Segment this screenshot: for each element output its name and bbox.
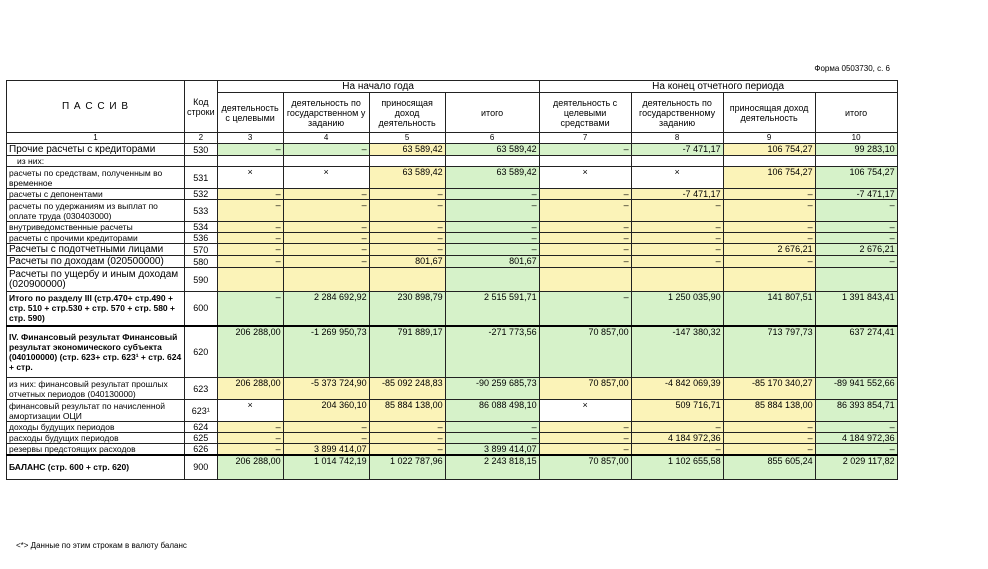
value-cell: 206 288,00 <box>217 326 283 378</box>
value-cell: -85 170 340,27 <box>723 378 815 400</box>
value-cell: 1 014 742,19 <box>283 455 369 479</box>
value-cell: – <box>445 200 539 222</box>
table-row <box>7 256 898 268</box>
value-cell: × <box>539 167 631 189</box>
column-number-8: 8 <box>631 133 723 144</box>
value-cell: 2 515 591,71 <box>445 292 539 326</box>
value-cell: – <box>723 233 815 244</box>
column-header-6: итого <box>445 93 539 133</box>
row-label: Прочие расчеты с кредиторами <box>7 144 185 156</box>
row-label: расчеты с депонентами <box>7 189 185 200</box>
row-label: внутриведомственные расчеты <box>7 222 185 233</box>
value-cell: 230 898,79 <box>369 292 445 326</box>
value-cell: – <box>815 444 897 456</box>
value-cell: -89 941 552,66 <box>815 378 897 400</box>
table-row <box>7 233 898 244</box>
row-code: 623¹ <box>185 400 218 422</box>
value-cell: – <box>217 422 283 433</box>
value-cell: – <box>217 292 283 326</box>
value-cell: – <box>631 244 723 256</box>
value-cell: – <box>369 433 445 444</box>
value-cell: 206 288,00 <box>217 378 283 400</box>
value-cell: -147 380,32 <box>631 326 723 378</box>
column-number-10: 10 <box>815 133 897 144</box>
value-cell: – <box>217 144 283 156</box>
value-cell: × <box>217 400 283 422</box>
value-cell: 2 029 117,82 <box>815 455 897 479</box>
value-cell: 509 716,71 <box>631 400 723 422</box>
value-cell: 637 274,41 <box>815 326 897 378</box>
value-cell: – <box>723 444 815 456</box>
value-cell: 2 284 692,92 <box>283 292 369 326</box>
value-cell: – <box>539 422 631 433</box>
value-cell: – <box>631 233 723 244</box>
table-row <box>7 200 898 222</box>
value-cell <box>723 268 815 292</box>
row-label: IV. Финансовый результат Финансовый результат экономического субъекта (040100000) (стр. 623+ стр. 623¹ + стр. 624 + стр. <box>7 326 185 378</box>
row-label: финансовый результат по начисленной амортизации ОЦИ <box>7 400 185 422</box>
row-label: из них: финансовый результат прошлых отчетных периодов (040130000) <box>7 378 185 400</box>
row-code: 624 <box>185 422 218 433</box>
row-label: доходы будущих периодов <box>7 422 185 433</box>
row-code: 600 <box>185 292 218 326</box>
value-cell <box>539 156 631 167</box>
value-cell <box>631 268 723 292</box>
value-cell: – <box>445 189 539 200</box>
column-number-2: 2 <box>185 133 218 144</box>
value-cell: 70 857,00 <box>539 455 631 479</box>
table-row <box>7 244 898 256</box>
value-cell: 801,67 <box>369 256 445 268</box>
value-cell: – <box>539 189 631 200</box>
value-cell <box>217 156 283 167</box>
value-cell: – <box>217 444 283 456</box>
value-cell: × <box>217 167 283 189</box>
value-cell: – <box>283 222 369 233</box>
value-cell: – <box>283 256 369 268</box>
value-cell: 63 589,42 <box>369 144 445 156</box>
row-code: 570 <box>185 244 218 256</box>
value-cell: – <box>723 222 815 233</box>
column-number-7: 7 <box>539 133 631 144</box>
value-cell: – <box>283 200 369 222</box>
table-row <box>7 268 898 292</box>
value-cell: – <box>369 444 445 456</box>
value-cell <box>369 156 445 167</box>
value-cell: 70 857,00 <box>539 378 631 400</box>
row-label: расходы будущих периодов <box>7 433 185 444</box>
value-cell: 63 589,42 <box>369 167 445 189</box>
row-code <box>185 156 218 167</box>
value-cell: 99 283,10 <box>815 144 897 156</box>
value-cell: – <box>445 422 539 433</box>
value-cell: 4 184 972,36 <box>815 433 897 444</box>
value-cell: – <box>283 189 369 200</box>
table-row <box>7 400 898 422</box>
row-label: БАЛАНС (стр. 600 + стр. 620) <box>7 455 185 479</box>
value-cell: 141 807,51 <box>723 292 815 326</box>
column-header-4: деятельность по государственном у заданию <box>283 93 369 133</box>
row-label: Итого по разделу III (стр.470+ стр.490 + стр. 510 + стр.530 + стр. 570 + стр. 580 + стр. 590) <box>7 292 185 326</box>
value-cell: – <box>369 422 445 433</box>
table-row <box>7 422 898 433</box>
table-row <box>7 167 898 189</box>
value-cell: – <box>539 433 631 444</box>
row-code: 530 <box>185 144 218 156</box>
row-code: 590 <box>185 268 218 292</box>
row-code: 531 <box>185 167 218 189</box>
value-cell <box>815 268 897 292</box>
value-cell: -1 269 950,73 <box>283 326 369 378</box>
value-cell: -7 471,17 <box>631 189 723 200</box>
value-cell: – <box>369 189 445 200</box>
value-cell: – <box>283 433 369 444</box>
value-cell: – <box>445 222 539 233</box>
end-of-period-header: На конец отчетного периода <box>539 81 897 93</box>
row-label: расчеты по средствам, полученным во временное <box>7 167 185 189</box>
value-cell: – <box>217 233 283 244</box>
code-header: Код строки <box>185 81 218 133</box>
value-cell: 791 889,17 <box>369 326 445 378</box>
value-cell: – <box>539 444 631 456</box>
value-cell: – <box>631 256 723 268</box>
row-code: 536 <box>185 233 218 244</box>
table-row <box>7 433 898 444</box>
column-number-4: 4 <box>283 133 369 144</box>
row-code: 626 <box>185 444 218 456</box>
row-code: 534 <box>185 222 218 233</box>
column-header-7: деятельность с целевыми средствами <box>539 93 631 133</box>
value-cell: 855 605,24 <box>723 455 815 479</box>
value-cell: -90 259 685,73 <box>445 378 539 400</box>
value-cell: – <box>631 200 723 222</box>
value-cell: 63 589,42 <box>445 144 539 156</box>
row-label: Расчеты с подотчетными лицами <box>7 244 185 256</box>
value-cell: – <box>539 233 631 244</box>
row-label: Расчеты по ущербу и иным доходам (020900000) <box>7 268 185 292</box>
value-cell: – <box>539 144 631 156</box>
value-cell: – <box>283 422 369 433</box>
value-cell: -5 373 724,90 <box>283 378 369 400</box>
value-cell: 204 360,10 <box>283 400 369 422</box>
value-cell: – <box>369 222 445 233</box>
row-label: расчеты с прочими кредиторами <box>7 233 185 244</box>
column-header-10: итого <box>815 93 897 133</box>
value-cell: – <box>283 144 369 156</box>
value-cell: -7 471,17 <box>815 189 897 200</box>
value-cell: – <box>539 292 631 326</box>
column-header-3: деятельность с целевыми <box>217 93 283 133</box>
value-cell: – <box>445 433 539 444</box>
value-cell <box>445 268 539 292</box>
value-cell: 1 391 843,41 <box>815 292 897 326</box>
value-cell: 1 250 035,90 <box>631 292 723 326</box>
value-cell: -271 773,56 <box>445 326 539 378</box>
table-row <box>7 189 898 200</box>
column-number-1: 1 <box>7 133 185 144</box>
value-cell: 206 288,00 <box>217 455 283 479</box>
row-code: 533 <box>185 200 218 222</box>
value-cell: × <box>539 400 631 422</box>
row-code: 623 <box>185 378 218 400</box>
value-cell: 713 797,73 <box>723 326 815 378</box>
value-cell: – <box>539 222 631 233</box>
value-cell: – <box>723 200 815 222</box>
value-cell: 106 754,27 <box>723 167 815 189</box>
row-code: 580 <box>185 256 218 268</box>
value-cell: – <box>815 200 897 222</box>
value-cell: × <box>283 167 369 189</box>
value-cell: – <box>369 244 445 256</box>
column-number-9: 9 <box>723 133 815 144</box>
value-cell: – <box>283 244 369 256</box>
column-header-5: приносящая доход деятельность <box>369 93 445 133</box>
column-number-3: 3 <box>217 133 283 144</box>
value-cell: × <box>631 167 723 189</box>
footnote: <*> Данные по этим строкам в валюту баланс <box>16 541 187 550</box>
value-cell: – <box>217 433 283 444</box>
value-cell: -85 092 248,83 <box>369 378 445 400</box>
table-row <box>7 326 898 378</box>
value-cell: – <box>815 222 897 233</box>
value-cell: – <box>283 233 369 244</box>
value-cell: 2 676,21 <box>815 244 897 256</box>
table-row <box>7 156 898 167</box>
value-cell <box>217 268 283 292</box>
passiv-header: П А С С И В <box>7 81 185 133</box>
table-row <box>7 144 898 156</box>
value-cell: – <box>369 200 445 222</box>
table-row <box>7 292 898 326</box>
value-cell: 63 589,42 <box>445 167 539 189</box>
value-cell <box>539 268 631 292</box>
value-cell: – <box>723 422 815 433</box>
column-number-5: 5 <box>369 133 445 144</box>
row-label: резервы предстоящих расходов <box>7 444 185 456</box>
row-label: из них: <box>7 156 185 167</box>
table-row <box>7 455 898 479</box>
value-cell: – <box>539 256 631 268</box>
value-cell <box>631 156 723 167</box>
value-cell <box>815 156 897 167</box>
value-cell: 106 754,27 <box>723 144 815 156</box>
value-cell: 3 899 414,07 <box>445 444 539 456</box>
table-row <box>7 444 898 456</box>
form-label: Форма 0503730, с. 6 <box>814 64 890 73</box>
value-cell: – <box>445 233 539 244</box>
value-cell <box>283 268 369 292</box>
value-cell: 86 088 498,10 <box>445 400 539 422</box>
value-cell <box>369 268 445 292</box>
value-cell: – <box>217 200 283 222</box>
value-cell: 4 184 972,36 <box>631 433 723 444</box>
value-cell: – <box>217 256 283 268</box>
value-cell: 1 102 655,58 <box>631 455 723 479</box>
row-label: расчеты по удержаниям из выплат по оплате труда (030403000) <box>7 200 185 222</box>
value-cell: – <box>723 433 815 444</box>
value-cell: 85 884 138,00 <box>369 400 445 422</box>
value-cell <box>283 156 369 167</box>
value-cell: -7 471,17 <box>631 144 723 156</box>
value-cell <box>445 156 539 167</box>
value-cell: – <box>631 422 723 433</box>
column-number-6: 6 <box>445 133 539 144</box>
value-cell: 106 754,27 <box>815 167 897 189</box>
column-header-8: деятельность по государственному заданию <box>631 93 723 133</box>
table-row <box>7 378 898 400</box>
value-cell: – <box>217 244 283 256</box>
start-of-year-header: На начало года <box>217 81 539 93</box>
table-row <box>7 222 898 233</box>
row-code: 900 <box>185 455 218 479</box>
value-cell: – <box>631 222 723 233</box>
value-cell: – <box>217 189 283 200</box>
passiv-table <box>6 80 898 480</box>
value-cell: – <box>539 200 631 222</box>
row-label: Расчеты по доходам (020500000) <box>7 256 185 268</box>
value-cell: – <box>217 222 283 233</box>
value-cell: – <box>815 233 897 244</box>
value-cell: – <box>539 244 631 256</box>
value-cell: – <box>369 233 445 244</box>
value-cell: 70 857,00 <box>539 326 631 378</box>
value-cell: – <box>631 444 723 456</box>
value-cell: 801,67 <box>445 256 539 268</box>
value-cell: 85 884 138,00 <box>723 400 815 422</box>
value-cell: -4 842 069,39 <box>631 378 723 400</box>
row-code: 532 <box>185 189 218 200</box>
value-cell: – <box>723 189 815 200</box>
value-cell: 2 243 818,15 <box>445 455 539 479</box>
value-cell <box>723 156 815 167</box>
value-cell: – <box>445 244 539 256</box>
row-code: 625 <box>185 433 218 444</box>
value-cell: – <box>815 256 897 268</box>
column-header-9: приносящая доход деятельность <box>723 93 815 133</box>
value-cell: – <box>723 256 815 268</box>
value-cell: 1 022 787,96 <box>369 455 445 479</box>
value-cell: 3 899 414,07 <box>283 444 369 456</box>
value-cell: – <box>815 422 897 433</box>
row-code: 620 <box>185 326 218 378</box>
value-cell: 2 676,21 <box>723 244 815 256</box>
value-cell: 86 393 854,71 <box>815 400 897 422</box>
